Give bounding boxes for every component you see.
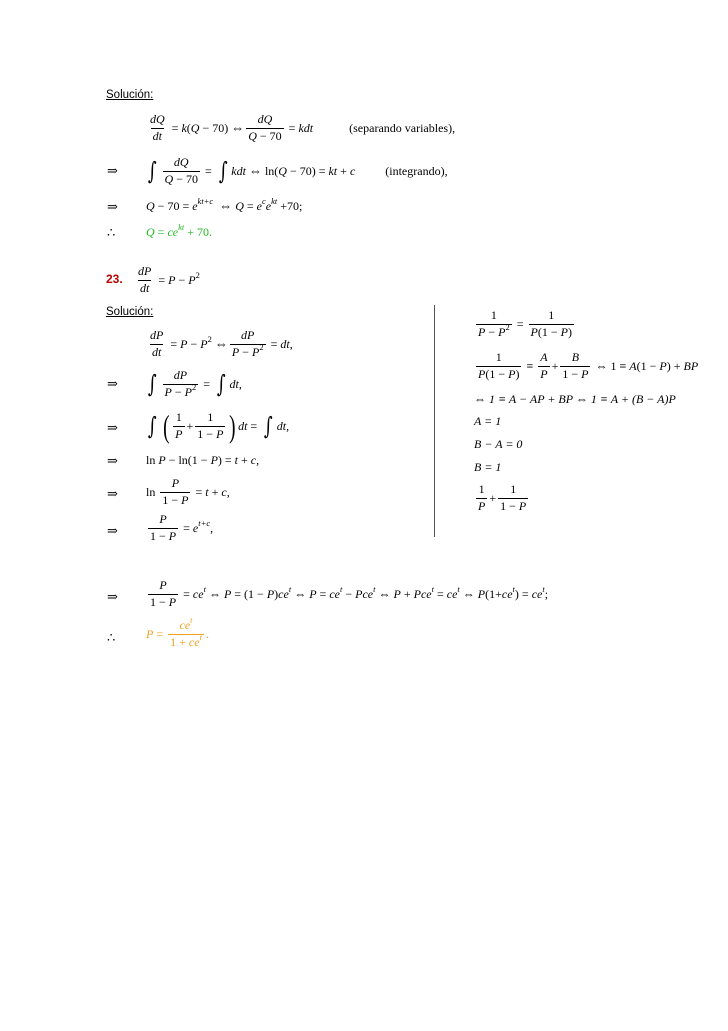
therefore-symbol: ∴	[107, 225, 116, 240]
q-equation-line-2: ∫ $\frac{dQ}{Q - 70}$ = ∫ kdt ⇔ ln(Q − 70) = kt + c (integrando),	[147, 155, 448, 186]
q-equation-line-1: $\frac{dQ}{dt}$ = k(Q − 70) ⇔ $\frac{dQ}{Q - 70}$ = kdt (separando variables),	[150, 112, 456, 143]
p-equation-line-7: $\frac{P}{1 - P}$ = $ce^t$ ⇔ $P = (1 - P)ce^t$ ⇔ $P = ce^t - Pce^t$ ⇔ $P + Pce^t = ce^t$ ⇔ $P(1+ce^t) = ce^t$;	[150, 578, 549, 609]
coefficient-b-minus-a: B − A = 0	[474, 437, 523, 451]
note-separating: (separando variables),	[349, 120, 456, 135]
implies-symbol: ⇒	[107, 453, 118, 468]
p-final-answer: P = $\frac{ce^t}{1 + ce^t}$ .	[146, 615, 209, 649]
column-divider	[434, 305, 435, 537]
implies-symbol: ⇒	[107, 420, 118, 435]
p-equation-line-2: ∫ $\frac{dP}{P - P^2}$ = ∫ dt,	[147, 368, 242, 399]
partial-fraction-decomposition: $\frac{1}{P(1 - P)}$ ≡ $\frac{A}{P}$ + $\frac{B}{1 - P}$ ⇔ 1 ≡ A(1 − P) + BP	[478, 350, 699, 381]
problem-statement: $\frac{dP}{dt}$ = $P - P^2$	[138, 264, 200, 295]
p-equation-line-6: $\frac{P}{1 - P}$ = $e^{t+c}$,	[150, 512, 214, 543]
solution-label-2: Solución:	[106, 306, 154, 318]
problem-number: 23.	[106, 272, 123, 286]
solution-label-1: Solución:	[106, 89, 154, 101]
implies-symbol: ⇒	[107, 589, 118, 604]
implies-symbol: ⇒	[107, 376, 118, 391]
therefore-symbol: ∴	[107, 630, 116, 645]
implies-symbol: ⇒	[107, 163, 118, 178]
q-final-answer: $Q = ce^{kt} + 70$.	[146, 221, 213, 239]
partial-fraction-setup: $\frac{1}{P - P^2}$ = $\frac{1}{P(1 - P)}$	[478, 308, 572, 339]
p-equation-line-3: ∫ ( $\frac{1}{P}$ + $\frac{1}{1 - P}$ ) dt = ∫ dt,	[147, 408, 290, 444]
implies-symbol: ⇒	[107, 199, 118, 214]
coefficient-b: B = 1	[474, 460, 502, 474]
coefficient-equation: ⇔ 1 ≡ A − AP + BP ⇔ 1 ≡ A + (B − A)P	[474, 392, 676, 406]
implies-symbol: ⇒	[107, 523, 118, 538]
p-equation-line-4: ln P − ln(1 − P) = t + c,	[146, 452, 260, 467]
q-equation-line-3: $Q - 70 = e^{kt+c}$ ⇔ $Q = e^ce^{kt} +70$;	[146, 195, 303, 213]
coefficient-a: A = 1	[474, 414, 502, 428]
implies-symbol: ⇒	[107, 486, 118, 501]
p-equation-line-1: $\frac{dP}{dt}$ = $P - P^2$ ⇔ $\frac{dP}{P - P^2}$ = dt,	[150, 328, 293, 359]
note-integrating: (integrando),	[385, 163, 448, 178]
p-equation-line-5: ln $\frac{P}{1 - P}$ = t + c,	[146, 476, 230, 507]
partial-fraction-result: $\frac{1}{P}$ + $\frac{1}{1 - P}$	[478, 482, 527, 513]
